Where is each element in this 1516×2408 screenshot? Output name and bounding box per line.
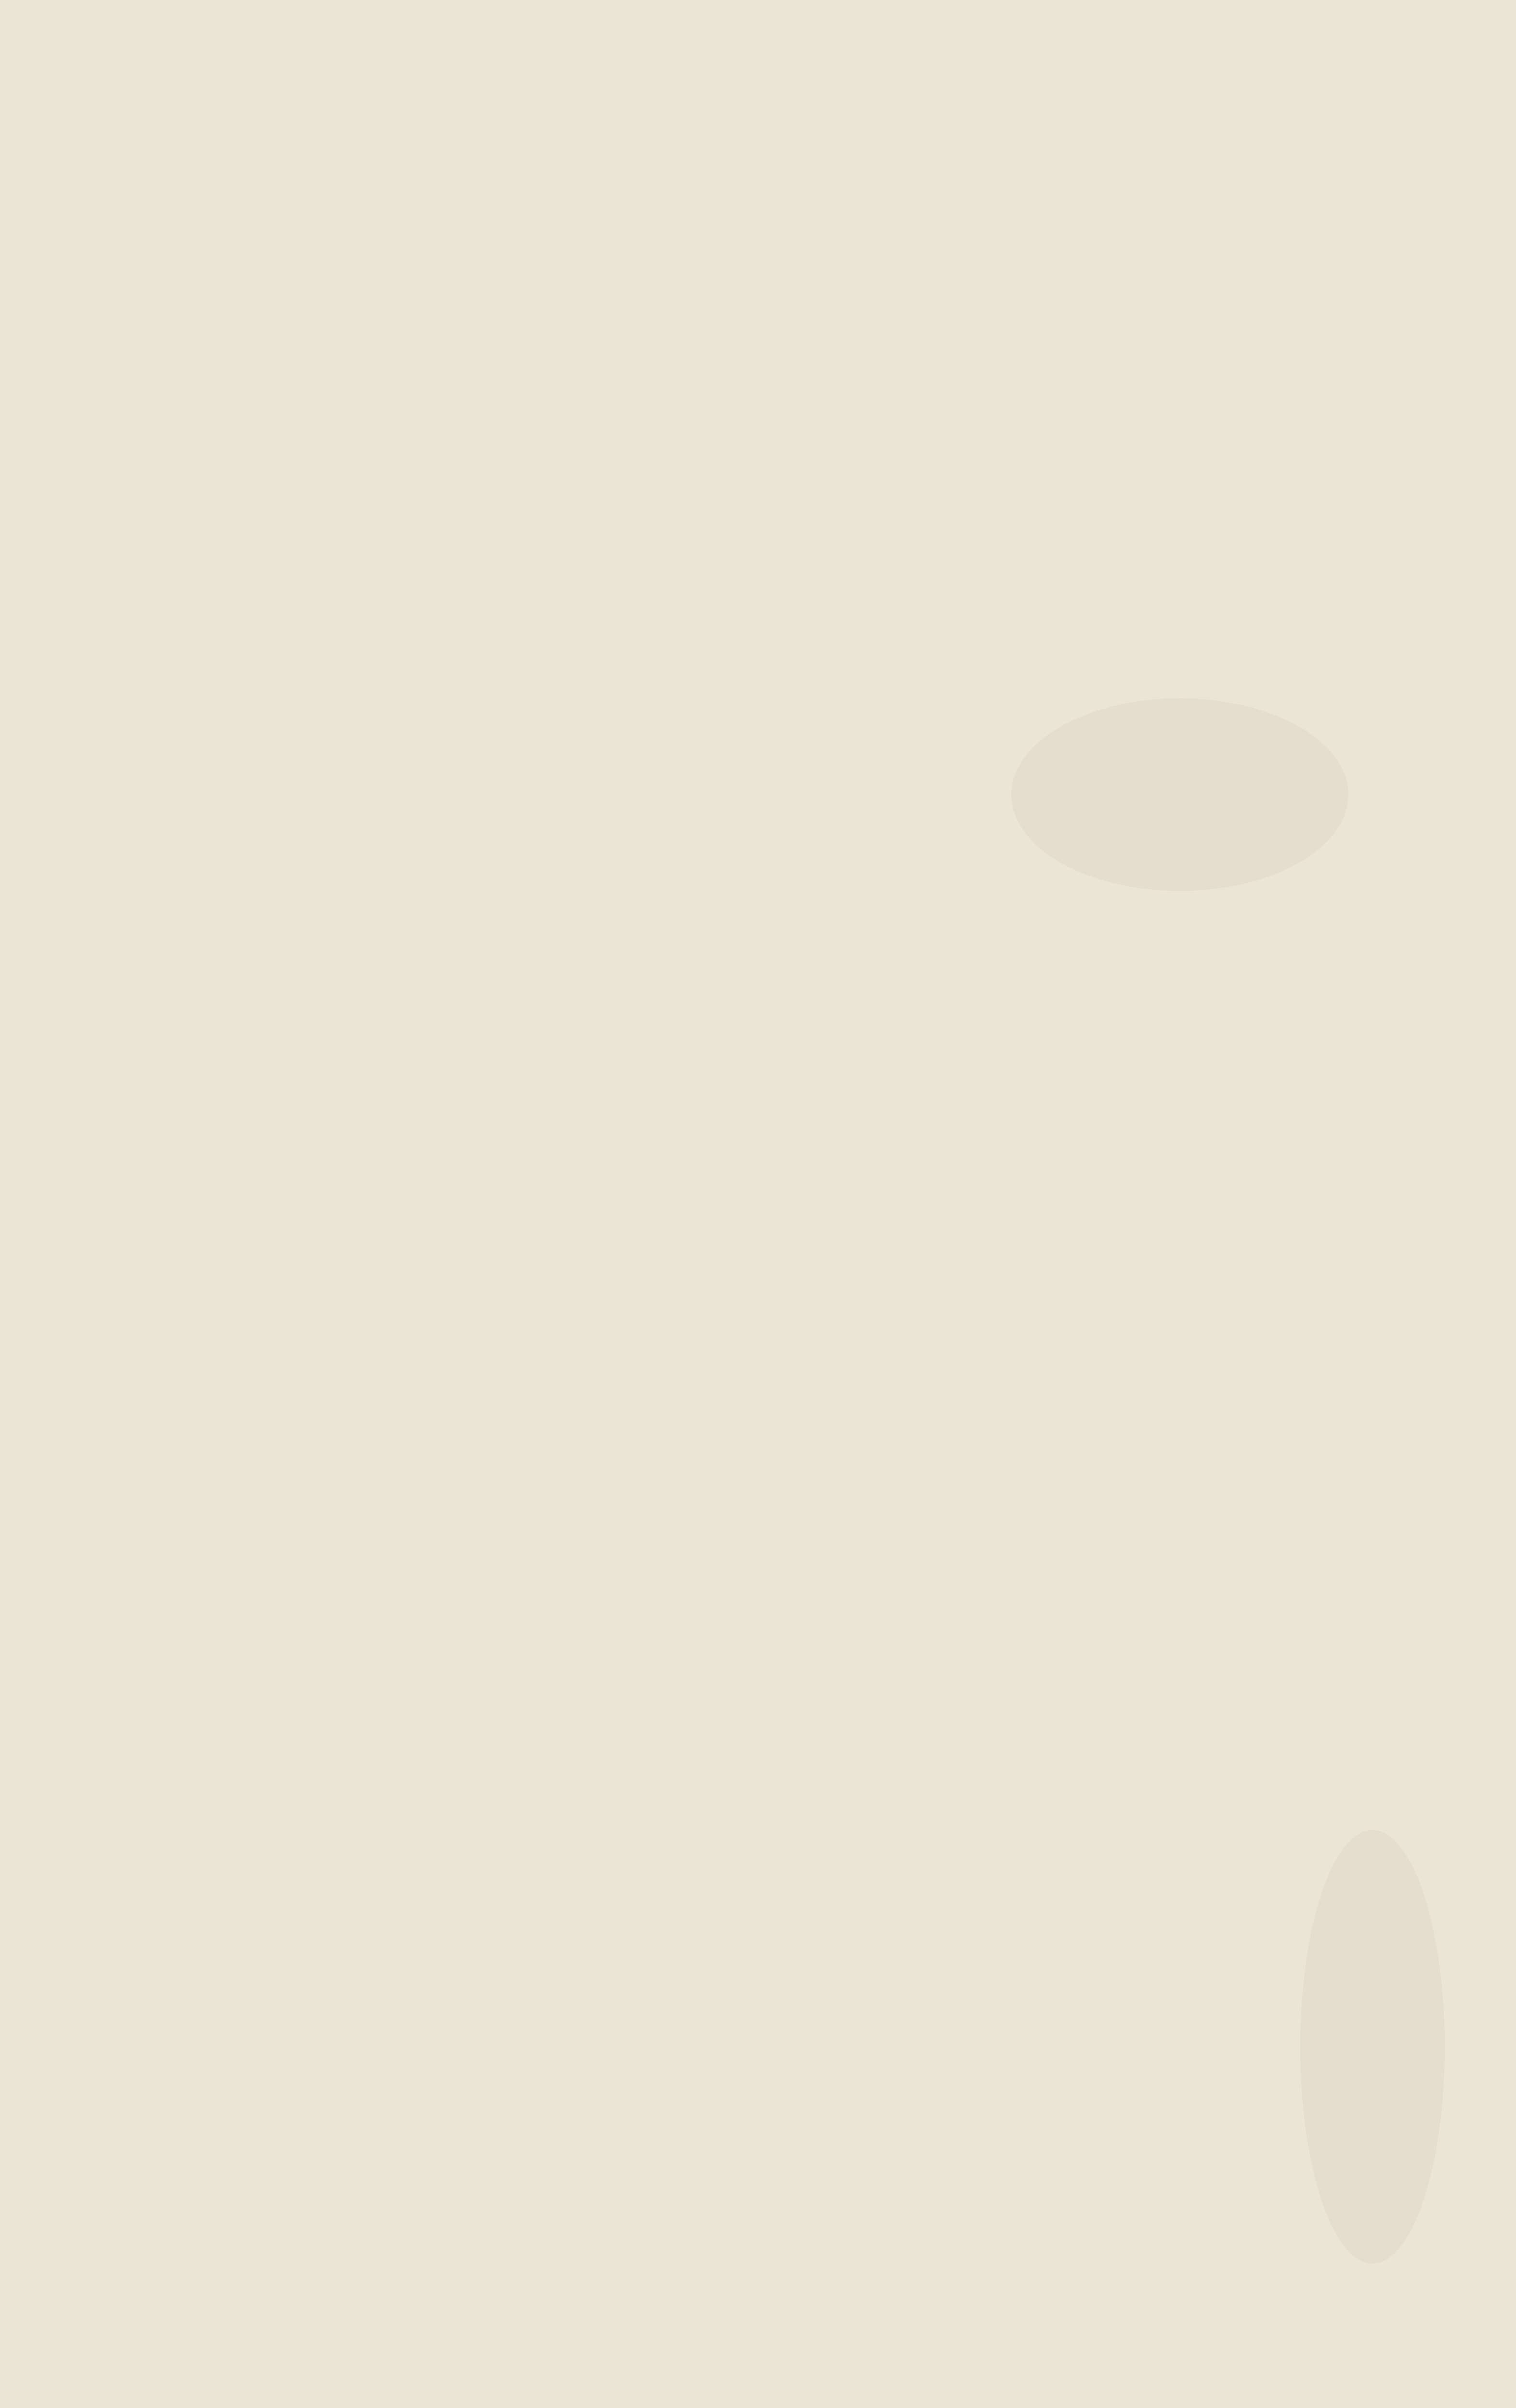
paper-stain [1011,698,1348,891]
paper-stain [1300,1830,1445,2264]
